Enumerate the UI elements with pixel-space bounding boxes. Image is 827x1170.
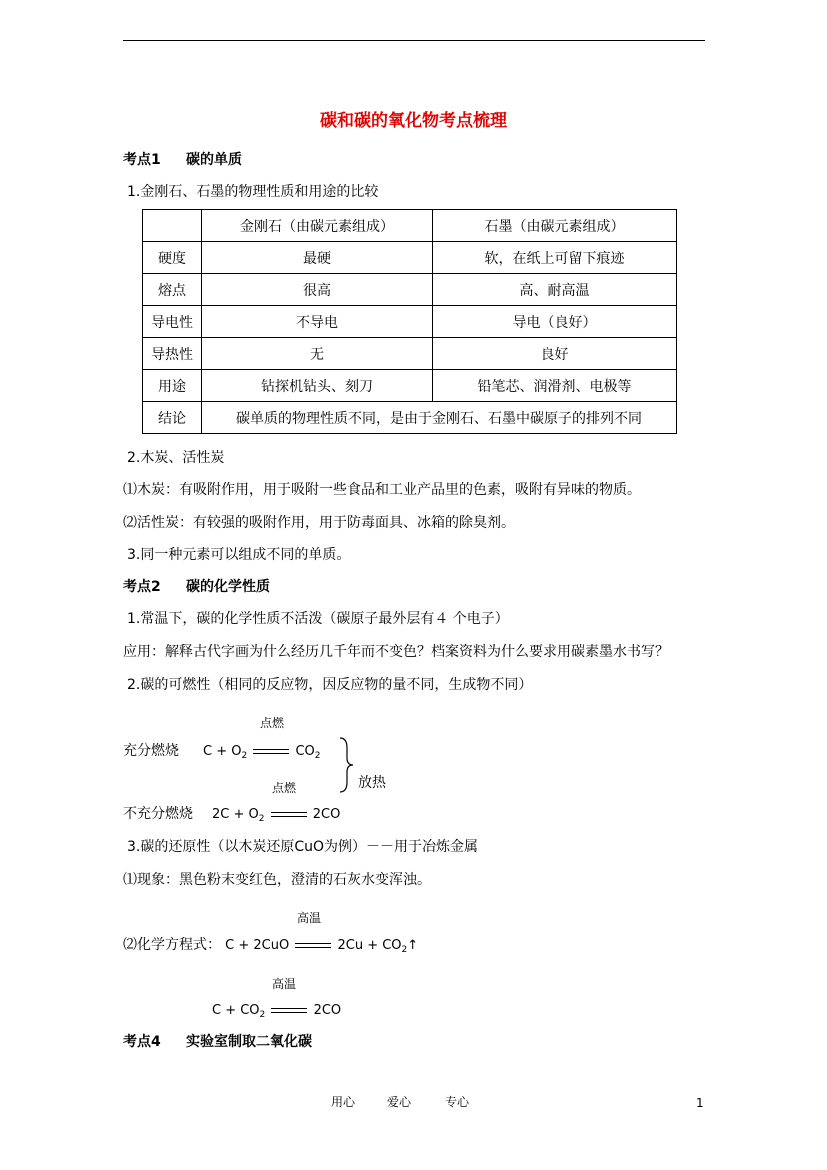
section-heading-2	[123, 580, 270, 594]
section-heading-4	[123, 1035, 312, 1049]
section-title: 碳的化学性质	[186, 579, 270, 595]
table-cell: 金刚石（由碳元素组成）	[202, 210, 433, 242]
section-number: 考点2	[123, 579, 161, 595]
equation-label: ⑵化学方程式：	[123, 937, 221, 953]
equation-right: 2CO	[313, 1003, 342, 1018]
subscript: 2	[314, 751, 321, 761]
equation-label: 充分燃烧	[123, 743, 179, 759]
equation-left: 2C + O	[212, 807, 259, 822]
paragraph: 1.常温下，碳的化学性质不活泼（碳原子最外层有４ 个电子）	[127, 611, 509, 627]
table-cell	[143, 210, 202, 242]
subscript: 2	[258, 814, 265, 824]
paragraph: ⑵活性炭：有较强的吸附作用，用于防毒面具、冰箱的除臭剂。	[123, 515, 515, 531]
table-cell: 用途	[143, 370, 202, 402]
table-cell: 硬度	[143, 242, 202, 274]
equals-sign	[271, 1008, 307, 1013]
equation-full-combustion	[203, 745, 321, 761]
table-cell: 钻探机钻头、刻刀	[202, 370, 433, 402]
equals-sign	[253, 749, 289, 754]
table-row	[143, 402, 677, 434]
table-cell: 不导电	[202, 306, 433, 338]
footer-motto: 爱心	[387, 1095, 412, 1109]
equation-line-3	[123, 938, 418, 955]
release-heat-label: 放热	[358, 775, 386, 791]
table-cell: 最硬	[202, 242, 433, 274]
table-row	[143, 306, 677, 338]
paragraph: 应用：解释古代字画为什么经历几千年而不变色？档案资料为什么要求用碳素墨水书写？	[123, 644, 669, 660]
paragraph: ⑴现象：黑色粉末变红色，澄清的石灰水变浑浊。	[123, 872, 431, 888]
paragraph: 3.同一种元素可以组成不同的单质。	[127, 547, 351, 563]
section-number: 考点4	[123, 1034, 161, 1050]
equation-left: C + 2CuO	[225, 938, 290, 953]
paragraph: 3.碳的还原性（以木炭还原CuO为例）－－用于冶炼金属	[127, 839, 479, 855]
header-rule	[123, 40, 705, 41]
footer-motto: 专心	[445, 1095, 470, 1109]
equation-left: C + CO	[212, 1003, 260, 1018]
equals-sign	[295, 943, 331, 948]
equation-right: 2CO	[312, 807, 341, 822]
table-row	[143, 242, 677, 274]
reaction-condition: 高温	[272, 977, 297, 991]
table-cell: 石墨（由碳元素组成）	[433, 210, 677, 242]
table-cell: 结论	[143, 402, 202, 434]
table-cell: 铅笔芯、润滑剂、电极等	[433, 370, 677, 402]
section-number: 考点1	[123, 152, 161, 168]
table-cell: 很高	[202, 274, 433, 306]
brace-icon	[336, 736, 356, 794]
reaction-condition: 高温	[297, 911, 322, 925]
equals-sign	[271, 812, 307, 817]
reaction-condition: 点燃	[272, 781, 297, 795]
table-cell: 良好	[433, 338, 677, 370]
comparison-table	[142, 209, 677, 434]
table-cell: 无	[202, 338, 433, 370]
section-title: 碳的单质	[186, 152, 242, 168]
reaction-condition: 点燃	[260, 716, 285, 730]
section-heading-1	[123, 153, 242, 167]
equation-label: 不充分燃烧	[123, 806, 193, 822]
table-cell: 熔点	[143, 274, 202, 306]
subscript: 2	[241, 751, 248, 761]
equation-right: CO	[295, 744, 315, 759]
table-cell: 导电（良好）	[433, 306, 677, 338]
equation-partial-combustion	[212, 808, 340, 824]
table-row	[143, 274, 677, 306]
section-title: 实验室制取二氧化碳	[186, 1034, 312, 1050]
paragraph: 1.金刚石、石墨的物理性质和用途的比较	[127, 184, 379, 200]
equation-right: 2Cu + CO	[337, 938, 402, 953]
paragraph: ⑴木炭：有吸附作用，用于吸附一些食品和工业产品里的色素，吸附有异味的物质。	[123, 482, 641, 498]
table-cell: 导电性	[143, 306, 202, 338]
document-title: 碳和碳的氧化物考点梳理	[320, 111, 507, 131]
equation-line-4	[212, 1004, 341, 1020]
table-row	[143, 338, 677, 370]
table-cell: 高、耐高温	[433, 274, 677, 306]
page-number: 1	[696, 1096, 704, 1110]
footer-motto: 用心	[331, 1095, 356, 1109]
paragraph: 2.木炭、活性炭	[127, 450, 225, 466]
paragraph: 2.碳的可燃性（相同的反应物，因反应物的量不同，生成物不同）	[127, 677, 533, 693]
table-cell: 导热性	[143, 338, 202, 370]
table-cell: 软，在纸上可留下痕迹	[433, 242, 677, 274]
gas-arrow-icon: ↑	[407, 938, 419, 953]
table-row	[143, 370, 677, 402]
equation-left: C + O	[203, 744, 242, 759]
subscript: 2	[401, 945, 408, 955]
subscript: 2	[259, 1010, 266, 1020]
table-header-row	[143, 210, 677, 242]
table-cell: 碳单质的物理性质不同，是由于金刚石、石墨中碳原子的排列不同	[202, 402, 677, 434]
